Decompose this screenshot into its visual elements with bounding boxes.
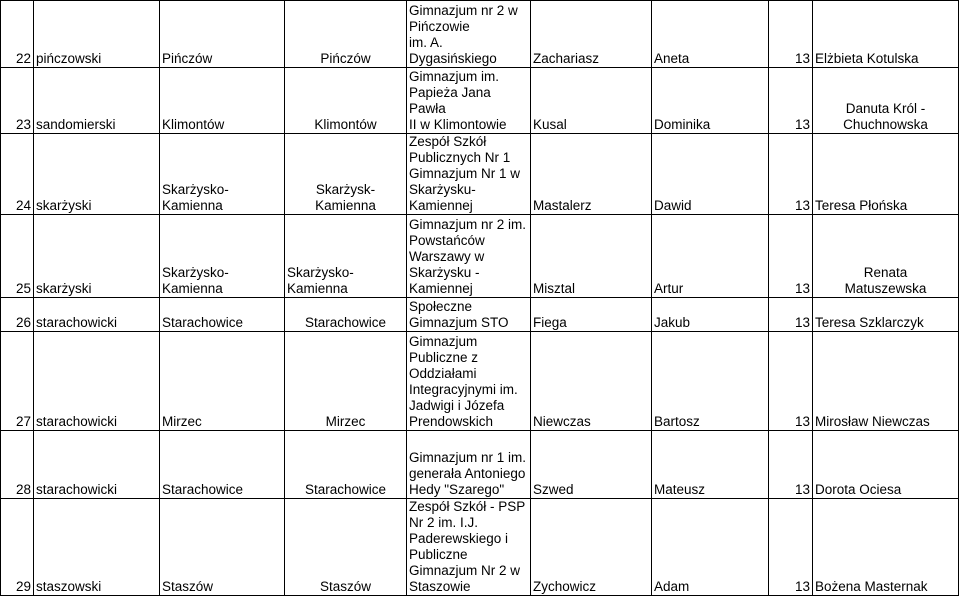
cell-imie: Dawid bbox=[652, 134, 769, 215]
cell-klasa: 13 bbox=[769, 134, 813, 215]
cell-gmina: Klimontów bbox=[160, 68, 285, 134]
cell-gmina: Skarżysko- Kamienna bbox=[160, 134, 285, 215]
table-row bbox=[1, 431, 959, 499]
cell-szkola: Gimnazjum im. Papieża Jana Pawła II w Klimontowie bbox=[407, 68, 531, 134]
cell-gmina: Skarżysko- Kamienna bbox=[160, 215, 285, 298]
cell-imie: Bartosz bbox=[652, 332, 769, 431]
table-row bbox=[1, 1, 959, 68]
cell-egzaminator: Teresa Szklarczyk bbox=[813, 298, 959, 332]
cell-imie: Adam bbox=[652, 499, 769, 596]
cell-szkola: Gimnazjum nr 1 im. generała Antoniego Hedy "Szarego" bbox=[407, 431, 531, 499]
cell-gmina: Pińczów bbox=[160, 1, 285, 68]
cell-gmina: Mirzec bbox=[160, 332, 285, 431]
cell-egzaminator: Elżbieta Kotulska bbox=[813, 1, 959, 68]
cell-lp: 28 bbox=[1, 431, 34, 499]
cell-szkola: Zespół Szkół Publicznych Nr 1 Gimnazjum Nr 1 w Skarżysku- Kamiennej bbox=[407, 134, 531, 215]
cell-szkola: Gimnazjum nr 2 w Pińczowie im. A. Dygasińskiego bbox=[407, 1, 531, 68]
cell-egzaminator: Renata Matuszewska bbox=[813, 215, 959, 298]
cell-powiat: staszowski bbox=[34, 499, 160, 596]
cell-powiat: starachowicki bbox=[34, 332, 160, 431]
cell-gmina: Staszów bbox=[160, 499, 285, 596]
table-row bbox=[1, 215, 959, 298]
cell-egzaminator: Bożena Masternak bbox=[813, 499, 959, 596]
cell-nazwisko: Mastalerz bbox=[531, 134, 652, 215]
cell-imie: Aneta bbox=[652, 1, 769, 68]
cell-klasa: 13 bbox=[769, 215, 813, 298]
cell-szkola: Zespół Szkół - PSP Nr 2 im. I.J. Paderewskiego i Publiczne Gimnazjum Nr 2 w Staszowie bbox=[407, 499, 531, 596]
cell-powiat: pińczowski bbox=[34, 1, 160, 68]
cell-nazwisko: Zachariasz bbox=[531, 1, 652, 68]
cell-imie: Dominika bbox=[652, 68, 769, 134]
cell-powiat: starachowicki bbox=[34, 298, 160, 332]
cell-miejscowosc: Pińczów bbox=[285, 1, 407, 68]
cell-powiat: sandomierski bbox=[34, 68, 160, 134]
cell-miejscowosc: Skarżysk-Kamienna bbox=[285, 134, 407, 215]
table-row bbox=[1, 68, 959, 134]
cell-nazwisko: Zychowicz bbox=[531, 499, 652, 596]
cell-lp: 29 bbox=[1, 499, 34, 596]
cell-nazwisko: Fiega bbox=[531, 298, 652, 332]
cell-powiat: skarżyski bbox=[34, 215, 160, 298]
cell-egzaminator: Dorota Ociesa bbox=[813, 431, 959, 499]
cell-miejscowosc: Klimontów bbox=[285, 68, 407, 134]
cell-miejscowosc: Staszów bbox=[285, 499, 407, 596]
cell-gmina: Starachowice bbox=[160, 431, 285, 499]
cell-szkola: Społeczne Gimnazjum STO bbox=[407, 298, 531, 332]
cell-miejscowosc: Mirzec bbox=[285, 332, 407, 431]
cell-nazwisko: Misztal bbox=[531, 215, 652, 298]
cell-egzaminator: Teresa Płońska bbox=[813, 134, 959, 215]
cell-egzaminator: Mirosław Niewczas bbox=[813, 332, 959, 431]
cell-klasa: 13 bbox=[769, 431, 813, 499]
cell-klasa: 13 bbox=[769, 68, 813, 134]
cell-miejscowosc: Starachowice bbox=[285, 431, 407, 499]
cell-szkola: Gimnazjum nr 2 im. Powstańców Warszawy w Skarżysku - Kamiennej bbox=[407, 215, 531, 298]
table-row bbox=[1, 134, 959, 215]
cell-klasa: 13 bbox=[769, 1, 813, 68]
cell-lp: 22 bbox=[1, 1, 34, 68]
table-row bbox=[1, 298, 959, 332]
cell-miejscowosc: Skarżysko- Kamienna bbox=[285, 215, 407, 298]
cell-lp: 23 bbox=[1, 68, 34, 134]
cell-imie: Jakub bbox=[652, 298, 769, 332]
cell-egzaminator: Danuta Król - Chuchnowska bbox=[813, 68, 959, 134]
cell-klasa: 13 bbox=[769, 332, 813, 431]
cell-miejscowosc: Starachowice bbox=[285, 298, 407, 332]
cell-imie: Artur bbox=[652, 215, 769, 298]
cell-gmina: Starachowice bbox=[160, 298, 285, 332]
cell-szkola: Gimnazjum Publiczne z Oddziałami Integracyjnymi im. Jadwigi i Józefa Prendowskich bbox=[407, 332, 531, 431]
cell-lp: 24 bbox=[1, 134, 34, 215]
cell-imie: Mateusz bbox=[652, 431, 769, 499]
cell-nazwisko: Niewczas bbox=[531, 332, 652, 431]
cell-lp: 26 bbox=[1, 298, 34, 332]
cell-powiat: skarżyski bbox=[34, 134, 160, 215]
cell-lp: 27 bbox=[1, 332, 34, 431]
table-row bbox=[1, 332, 959, 431]
cell-powiat: starachowicki bbox=[34, 431, 160, 499]
table-row bbox=[1, 499, 959, 596]
cell-klasa: 13 bbox=[769, 499, 813, 596]
cell-nazwisko: Kusal bbox=[531, 68, 652, 134]
cell-lp: 25 bbox=[1, 215, 34, 298]
cell-nazwisko: Szwed bbox=[531, 431, 652, 499]
cell-klasa: 13 bbox=[769, 298, 813, 332]
